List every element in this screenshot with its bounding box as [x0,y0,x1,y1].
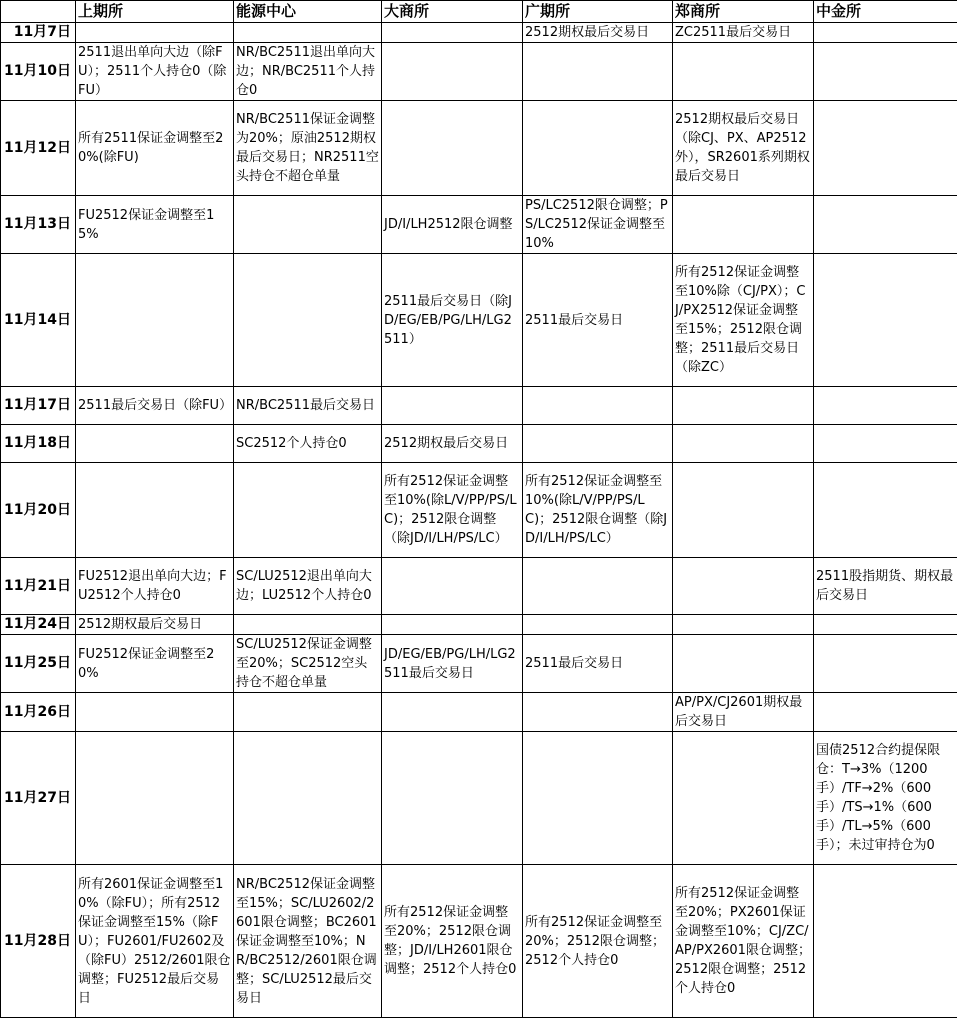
czce-cell [673,615,814,635]
table-row [1,254,957,387]
czce-cell [673,196,814,254]
date-cell: 11月13日 [1,196,76,254]
cffex-cell [814,615,957,635]
gfex-cell [523,425,673,463]
shfe-cell [76,463,234,558]
shfe-cell: FU2512保证金调整至20% [76,635,234,693]
cffex-cell [814,635,957,693]
table-row [1,43,957,101]
shfe-cell [76,425,234,463]
date-cell: 11月27日 [1,732,76,865]
dce-cell [382,732,523,865]
cffex-cell [814,196,957,254]
gfex-cell [523,101,673,196]
gfex-cell: 2512期权最后交易日 [523,23,673,43]
table-row [1,101,957,196]
cffex-cell [814,101,957,196]
dce-cell: 2512期权最后交易日 [382,425,523,463]
czce-cell: 2512期权最后交易日（除CJ、PX、AP2512外），SR2601系列期权最后交易日 [673,101,814,196]
cffex-cell: 2511股指期货、期权最后交易日 [814,558,957,615]
shfe-cell: 2511最后交易日（除FU） [76,387,234,425]
table-row [1,425,957,463]
table-row [1,558,957,615]
cffex-cell [814,43,957,101]
shfe-cell [76,693,234,732]
czce-cell [673,387,814,425]
gfex-cell: 所有2512保证金调整至10%(除L/V/PP/PS/LC)；2512限仓调整（除JD/I/LH/PS/LC） [523,463,673,558]
dce-cell: JD/EG/EB/PG/LH/LG2511最后交易日 [382,635,523,693]
dce-cell: 所有2512保证金调整至20%；2512限仓调整；JD/I/LH2601限仓调整；2512个人持仓0 [382,865,523,1018]
czce-cell: 所有2512保证金调整至10%除（CJ/PX）；CJ/PX2512保证金调整至15%；2512限仓调整；2511最后交易日（除ZC） [673,254,814,387]
cffex-cell [814,865,957,1018]
dce-cell: 所有2512保证金调整至10%(除L/V/PP/PS/LC)；2512限仓调整（除JD/I/LH/PS/LC） [382,463,523,558]
gfex-cell: PS/LC2512限仓调整；PS/LC2512保证金调整至10% [523,196,673,254]
header-date [1,1,76,23]
shfe-cell [76,254,234,387]
ine-cell [234,196,382,254]
czce-cell [673,425,814,463]
date-cell: 11月21日 [1,558,76,615]
dce-cell [382,23,523,43]
table-row [1,732,957,865]
date-cell: 11月26日 [1,693,76,732]
ine-cell: SC2512个人持仓0 [234,425,382,463]
ine-cell: SC/LU2512退出单向大边；LU2512个人持仓0 [234,558,382,615]
czce-cell: 所有2512保证金调整至20%；PX2601保证金调整至10%；CJ/ZC/AP/PX2601限仓调整；2512限仓调整；2512个人持仓0 [673,865,814,1018]
dce-cell [382,558,523,615]
ine-cell: NR/BC2511退出单向大边；NR/BC2511个人持仓0 [234,43,382,101]
date-cell: 11月17日 [1,387,76,425]
ine-cell [234,254,382,387]
header-shfe: 上期所 [76,1,234,23]
czce-cell [673,558,814,615]
header-row [1,1,957,23]
gfex-cell [523,43,673,101]
gfex-cell [523,615,673,635]
ine-cell [234,23,382,43]
date-cell: 11月24日 [1,615,76,635]
table-row [1,615,957,635]
czce-cell [673,463,814,558]
header-ine: 能源中心 [234,1,382,23]
date-cell: 11月10日 [1,43,76,101]
table-row [1,463,957,558]
table-row [1,196,957,254]
date-cell: 11月14日 [1,254,76,387]
shfe-cell: 2512期权最后交易日 [76,615,234,635]
cffex-cell [814,23,957,43]
cffex-cell: 国债2512合约提保限仓：T→3%（1200手）/TF→2%（600手）/TS→1%（600手）/TL→5%（600手）；未过审持仓为0 [814,732,957,865]
cffex-cell [814,387,957,425]
header-cffex: 中金所 [814,1,957,23]
date-cell: 11月18日 [1,425,76,463]
shfe-cell: 所有2601保证金调整至10%（除FU）；所有2512保证金调整至15%（除FU）；FU2601/FU2602及（除FU）2512/2601限仓调整；FU2512最后交易日 [76,865,234,1018]
ine-cell: SC/LU2512保证金调整至20%；SC2512空头持仓不超仓单量 [234,635,382,693]
dce-cell [382,387,523,425]
cffex-cell [814,463,957,558]
cffex-cell [814,693,957,732]
dce-cell [382,693,523,732]
header-gfex: 广期所 [523,1,673,23]
shfe-cell [76,732,234,865]
ine-cell: NR/BC2511最后交易日 [234,387,382,425]
czce-cell [673,732,814,865]
date-cell: 11月12日 [1,101,76,196]
header-czce: 郑商所 [673,1,814,23]
gfex-cell [523,693,673,732]
table-row [1,387,957,425]
shfe-cell: FU2512保证金调整至15% [76,196,234,254]
shfe-cell: FU2512退出单向大边；FU2512个人持仓0 [76,558,234,615]
dce-cell: 2511最后交易日（除JD/EG/EB/PG/LH/LG2511） [382,254,523,387]
table-row [1,23,957,43]
gfex-cell [523,558,673,615]
table-row [1,635,957,693]
date-cell: 11月25日 [1,635,76,693]
dce-cell [382,101,523,196]
date-cell: 11月7日 [1,23,76,43]
cffex-cell [814,425,957,463]
gfex-cell: 所有2512保证金调整至20%；2512限仓调整；2512个人持仓0 [523,865,673,1018]
gfex-cell: 2511最后交易日 [523,254,673,387]
gfex-cell [523,732,673,865]
gfex-cell [523,387,673,425]
czce-cell: AP/PX/CJ2601期权最后交易日 [673,693,814,732]
ine-cell: NR/BC2512保证金调整至15%；SC/LU2602/2601限仓调整；BC2601保证金调整至10%；NR/BC2512/2601限仓调整；SC/LU2512最后交易日 [234,865,382,1018]
shfe-cell: 2511退出单向大边（除FU）；2511个人持仓0（除FU） [76,43,234,101]
czce-cell [673,635,814,693]
shfe-cell [76,23,234,43]
cffex-cell [814,254,957,387]
header-dce: 大商所 [382,1,523,23]
ine-cell [234,615,382,635]
date-cell: 11月28日 [1,865,76,1018]
dce-cell [382,615,523,635]
table-row [1,693,957,732]
czce-cell: ZC2511最后交易日 [673,23,814,43]
ine-cell [234,732,382,865]
dce-cell [382,43,523,101]
dce-cell: JD/I/LH2512限仓调整 [382,196,523,254]
gfex-cell: 2511最后交易日 [523,635,673,693]
table-row [1,865,957,1018]
date-cell: 11月20日 [1,463,76,558]
czce-cell [673,43,814,101]
ine-cell: NR/BC2511保证金调整为20%；原油2512期权最后交易日；NR2511空头持仓不超仓单量 [234,101,382,196]
ine-cell [234,463,382,558]
shfe-cell: 所有2511保证金调整至20%(除FU) [76,101,234,196]
ine-cell [234,693,382,732]
